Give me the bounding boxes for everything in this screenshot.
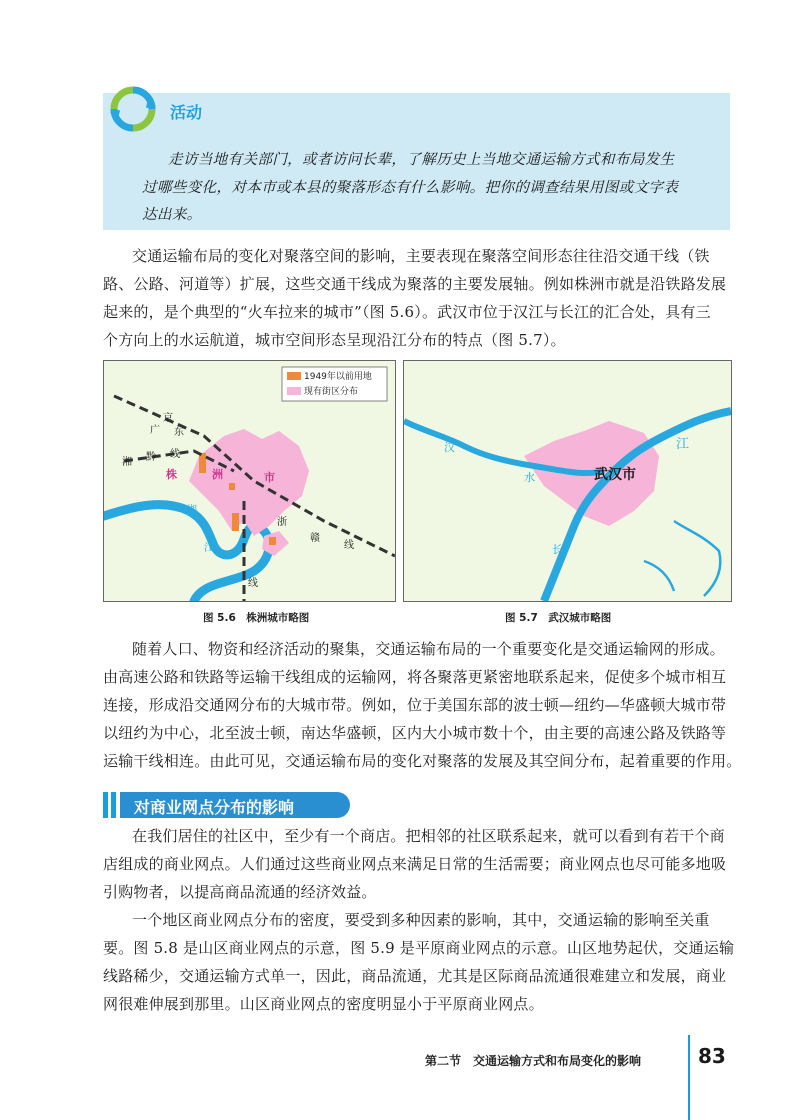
map-label: 赣 xyxy=(310,533,320,544)
section-title: 对商业网点分布的影响 xyxy=(134,798,295,817)
map-label: 线 xyxy=(170,449,180,460)
paragraph-line: 随着人口、物资和经济活动的聚集，交通运输布局的一个重要变化是交通运输网的形成。 xyxy=(132,640,725,658)
paragraph-line: 引购物者，以提高商品流通的经济效益。 xyxy=(103,883,377,901)
paragraph-line: 个方向上的水运航道，城市空间形态呈现沿江分布的特点（图 5.7）。 xyxy=(103,331,566,349)
map-label: 线 xyxy=(344,540,354,551)
map-label: 湘 xyxy=(187,505,197,516)
map-label: 汉 xyxy=(444,441,455,454)
map-label: 京 xyxy=(163,413,173,424)
section-marker xyxy=(111,792,116,818)
legend-current-urban: 现有街区分布 xyxy=(304,387,359,397)
paragraph-line: 由高速公路和铁路等运输干线组成的运输网，将各聚落更紧密地联系起来，促使多个城市相互 xyxy=(103,668,727,686)
paragraph-line: 起来的，是个典型的“火车拉来的城市”（图 5.6）。武汉市位于汉江与长江的汇合处，具有三 xyxy=(103,303,711,321)
page-number: 83 xyxy=(698,1044,726,1068)
activity-line: 达出来。 xyxy=(142,206,202,223)
map-label: 株 xyxy=(166,468,177,481)
paragraph-line: 运输干线相连。由此可见，交通运输布局的变化对聚落的发展及其空间分布，起着重要的作用。 xyxy=(103,752,742,770)
map-label: 湘 xyxy=(122,457,132,468)
wuhan-map xyxy=(403,360,732,602)
cycle-arrows-icon xyxy=(108,84,158,134)
wuhan-map-graphic xyxy=(404,361,731,601)
activity-line: 走访当地有关部门，或者访问长辈，了解历史上当地交通运输方式和布局发生 xyxy=(168,151,675,168)
map-label: 线 xyxy=(248,578,258,589)
figure-caption: 图 5.6 株洲城市略图 xyxy=(203,612,310,624)
paragraph-line: 店组成的商业网点。人们通过这些商业网点来满足日常的生活需要；商业网点也尽可能多地吸 xyxy=(103,855,727,873)
zhuzhou-map-graphic xyxy=(104,361,395,601)
map-label: 长 xyxy=(552,543,563,556)
paragraph-line: 以纽约为中心，北至波士顿，南达华盛顿，区内大小城市数十个，由主要的高速公路及铁路等 xyxy=(103,724,727,742)
paragraph-line: 线路稀少，交通运输方式单一，因此，商品流通，尤其是区际商品流通很难建立和发展，商业 xyxy=(103,967,727,985)
chapter-footer: 第二节 交通运输方式和布局变化的影响 xyxy=(425,1054,642,1068)
map-label: 东 xyxy=(174,427,184,438)
figure-caption: 图 5.7 武汉城市略图 xyxy=(505,612,612,624)
map-label: 黔 xyxy=(146,452,156,463)
paragraph-line: 一个地区商业网点分布的密度，要受到多种因素的影响，其中，交通运输的影响至关重 xyxy=(132,911,710,929)
map-label: 江 xyxy=(676,437,690,452)
paragraph-line: 网很难伸展到那里。山区商业网点的密度明显小于平原商业网点。 xyxy=(103,995,544,1013)
map-label: 江 xyxy=(204,543,214,554)
footer-divider xyxy=(688,1035,690,1120)
map-label: 洲 xyxy=(212,468,223,481)
map-label: 水 xyxy=(524,471,535,484)
map-label: 浙 xyxy=(277,517,287,528)
map-label: 广 xyxy=(150,425,160,436)
activity-line: 过哪些变化，对本市或本县的聚落形态有什么影响。把你的调查结果用图或文字表 xyxy=(142,179,679,196)
paragraph-line: 路、公路、河道等）扩展，这些交通干线成为聚落的主要发展轴。例如株洲市就是沿铁路发展 xyxy=(103,275,727,293)
section-marker xyxy=(103,792,108,818)
paragraph-line: 要。图 5.8 是山区商业网点的示意，图 5.9 是平原商业网点的示意。山区地势起伏，交通运输 xyxy=(103,939,735,957)
paragraph-line: 在我们居住的社区中，至少有一个商店。把相邻的社区联系起来，就可以看到有若干个商 xyxy=(132,827,725,845)
paragraph-line: 连接，形成沿交通网分布的大城市带。例如，位于美国东部的波士顿—纽约—华盛顿大城市带 xyxy=(103,696,727,714)
activity-title: 活动 xyxy=(170,103,203,122)
zhuzhou-map xyxy=(103,360,396,602)
map-label: 市 xyxy=(264,471,275,484)
city-label: 武汉市 xyxy=(594,467,636,483)
paragraph-line: 交通运输布局的变化对聚落空间的影响，主要表现在聚落空间形态往往沿交通干线（铁 xyxy=(132,247,710,265)
legend-old-urban: 1949年以前用地 xyxy=(304,372,372,382)
